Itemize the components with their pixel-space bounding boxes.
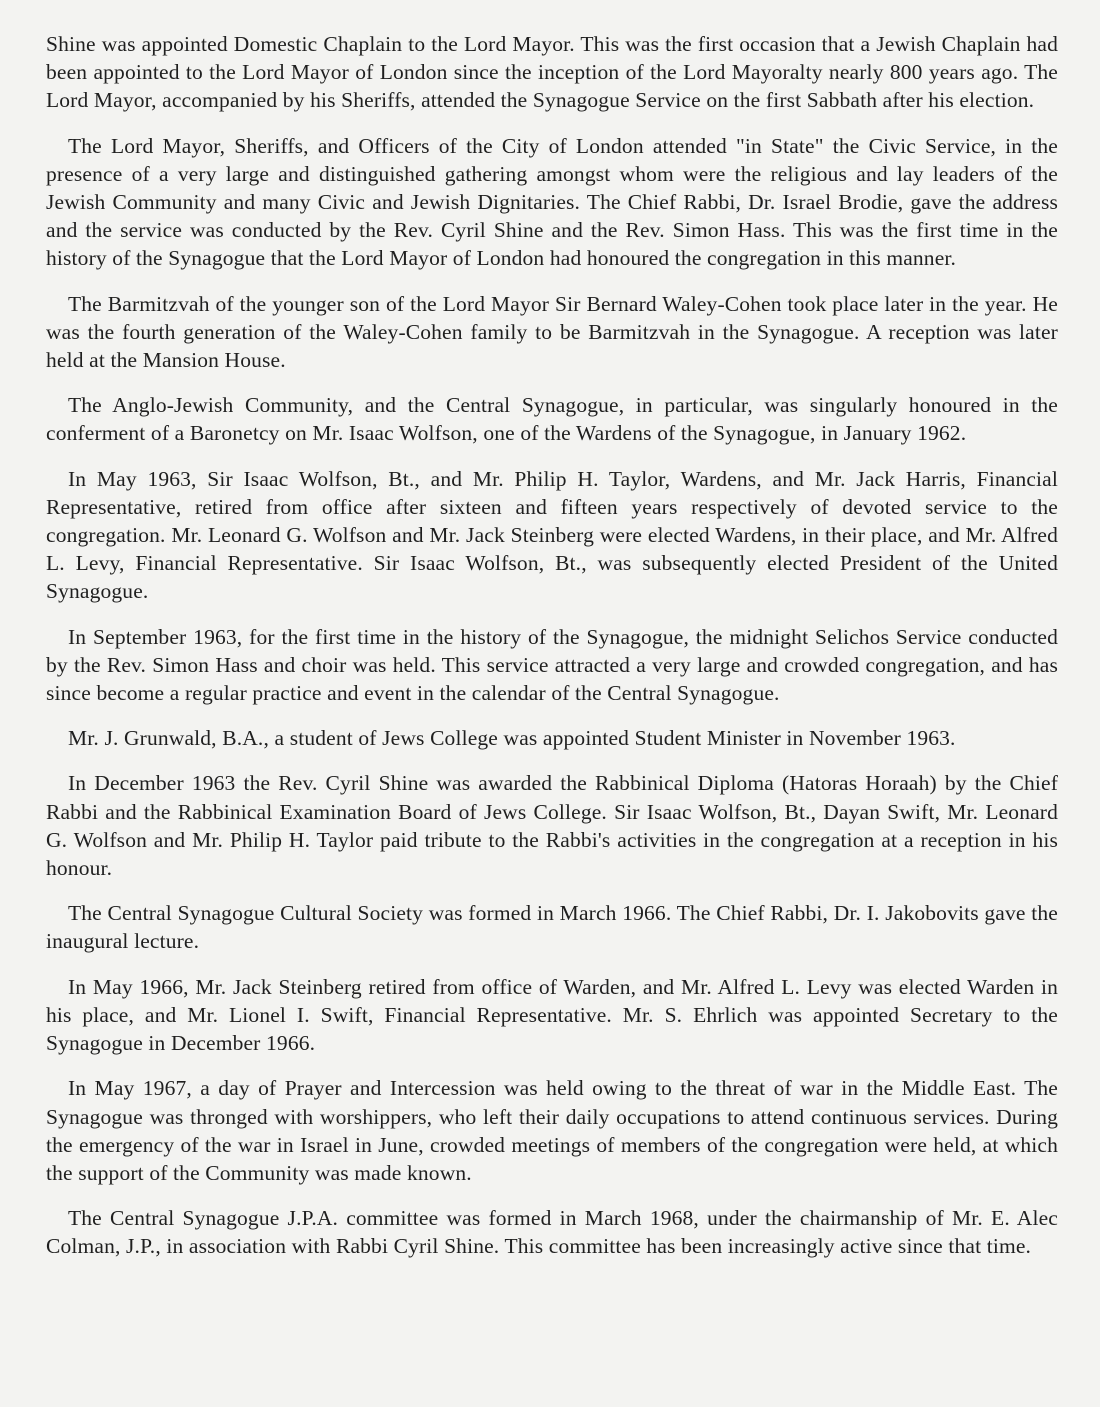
paragraph-wardens-1963: In May 1963, Sir Isaac Wolfson, Bt., and Mr. Philip H. Taylor, Wardens, and Mr. Jack Harris, Financial Representative, retired from office after sixteen and fifteen years respectively of devoted service to the congregation. Mr. Leonard G. Wolfson and Mr. Jack Steinberg were elected Wardens, in their place, and Mr. Alfred L. Levy, Financial Representative. Sir Isaac Wolfson, Bt., was subsequently elected President of the United Synagogue.: [46, 466, 1058, 604]
paragraph-intercession-1967: In May 1967, a day of Prayer and Intercession was held owing to the threat of war in the Middle East. The Synagogue was thronged with worshippers, who left their daily occupations to attend continuous services. During the emergency of the war in Israel in June, crowded meetings of members of the congregation were held, at which the support of the Community was made known.: [46, 1076, 1058, 1185]
paragraph-chaplain-appointment: Shine was appointed Domestic Chaplain to the Lord Mayor. This was the first occasion that a Jewish Chaplain had been appointed to the Lord Mayor of London since the inception of the Lord Mayoralty nearly 800 years ago. The Lord Mayor, accompanied by his Sheriffs, attended the Synagogue Service on the first Sabbath after his election.: [46, 32, 1058, 113]
paragraph-student-minister: Mr. J. Grunwald, B.A., a student of Jews College was appointed Student Minister in November 1963.: [68, 726, 956, 751]
paragraph-barmitzvah: The Barmitzvah of the younger son of the Lord Mayor Sir Bernard Waley-Cohen took place later in the year. He was the fourth generation of the Waley-Cohen family to be Barmitzvah in the Synagogue. A reception was later held at the Mansion House.: [46, 291, 1058, 373]
paragraph-civic-service: The Lord Mayor, Sheriffs, and Officers of the City of London attended "in State" the Civic Service, in the presence of a very large and distinguished gathering amongst whom were the religious and lay leaders of the Jewish Community and many Civic and Jewish Dignitaries. The Chief Rabbi, Dr. Israel Brodie, gave the address and the service was conducted by the Rev. Cyril Shine and the Rev. Simon Hass. This was the first time in the history of the Synagogue that the Lord Mayor of London had honoured the congregation in this manner.: [46, 133, 1058, 271]
paragraph-cultural-society: The Central Synagogue Cultural Society was formed in March 1966. The Chief Rabbi, Dr. I. Jakobovits gave the inaugural lecture.: [46, 901, 1058, 954]
paragraph-selichos-service: In September 1963, for the first time in the history of the Synagogue, the midnight Selichos Service conducted by the Rev. Simon Hass and choir was held. This service attracted a very large and crowded congregation, and has since become a regular practice and event in the calendar of the Central Synagogue.: [46, 624, 1058, 706]
paragraph-wardens-1966: In May 1966, Mr. Jack Steinberg retired from office of Warden, and Mr. Alfred L. Levy was elected Warden in his place, and Mr. Lionel I. Swift, Financial Representative. Mr. S. Ehrlich was appointed Secretary to the Synagogue in December 1966.: [46, 974, 1058, 1056]
paragraph-rabbinical-diploma: In December 1963 the Rev. Cyril Shine was awarded the Rabbinical Diploma (Hatoras Horaah) by the Chief Rabbi and the Rabbinical Examination Board of Jews College. Sir Isaac Wolfson, Bt., Dayan Swift, Mr. Leonard G. Wolfson and Mr. Philip H. Taylor paid tribute to the Rabbi's activities in the congregation at a reception in his honour.: [46, 771, 1058, 881]
paragraph-baronetcy: The Anglo-Jewish Community, and the Central Synagogue, in particular, was singularly honoured in the conferment of a Baronetcy on Mr. Isaac Wolfson, one of the Wardens of the Synagogue, in January 1962.: [46, 393, 1058, 446]
paragraph-jpa-committee: The Central Synagogue J.P.A. committee was formed in March 1968, under the chairmanship of Mr. E. Alec Colman, J.P., in association with Rabbi Cyril Shine. This committee has been increasingly active since that time.: [46, 1206, 1058, 1259]
